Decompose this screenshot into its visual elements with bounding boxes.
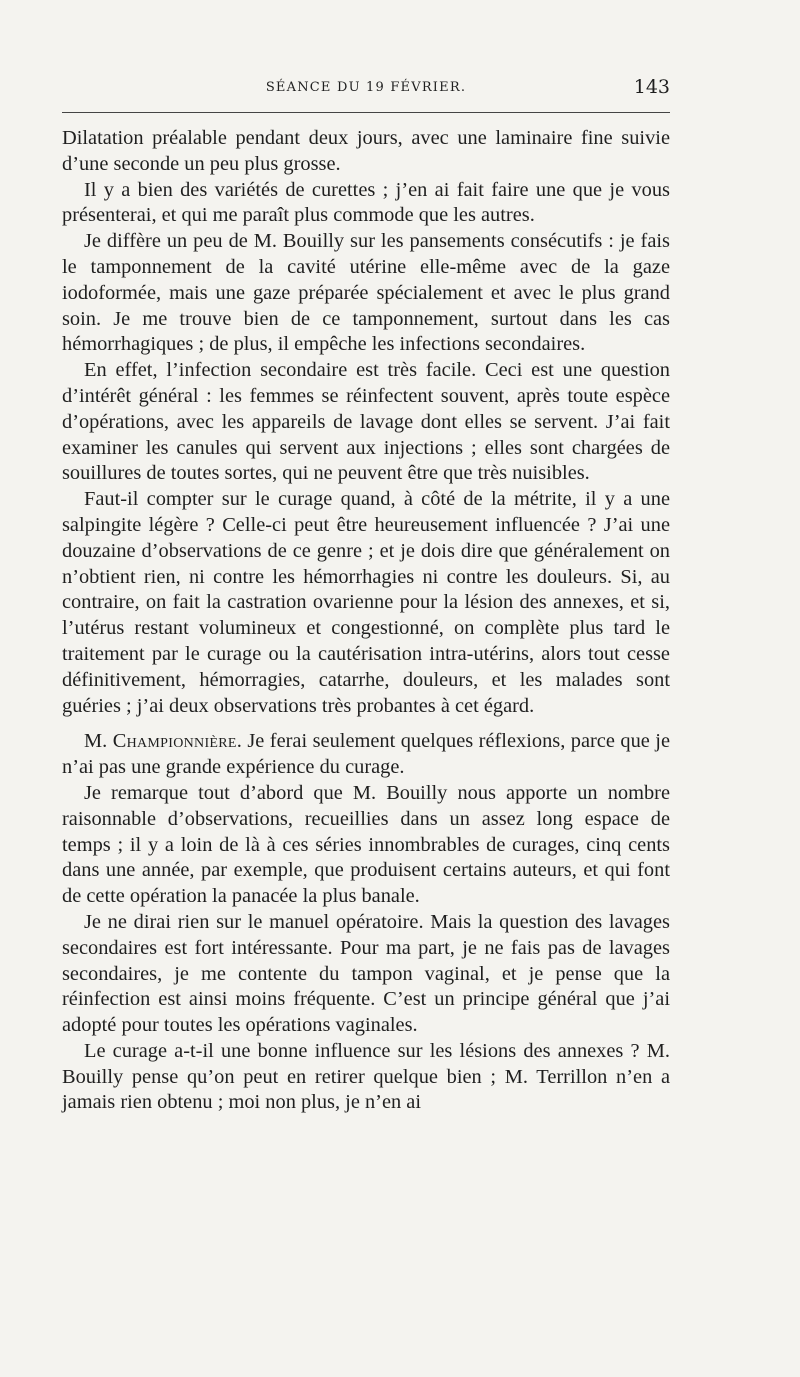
paragraph: Le curage a-t-il une bonne influence sur les lésions des annexes ? M. Bouilly pense qu’on peut en retirer quelque bien ; M. Terrillon n’en a jamais rien obtenu ; moi non plus, je n’en ai — [62, 1039, 670, 1114]
paragraph: Il y a bien des variétés de curettes ; j’en ai fait faire une que je vous présenterai, et qui me paraît plus commode que les autres. — [62, 178, 670, 227]
header-rule — [62, 112, 670, 113]
paragraph: Je ne dirai rien sur le manuel opératoire. Mais la question des lavages secondaires est fort intéressante. Pour ma part, je ne fais pas de lavages secondaires, je me contente du tampon vaginal, et je pense que la réinfection est ainsi moins fréquente. C’est un principe général que j’ai adopté pour toutes les opérations vaginales. — [62, 910, 670, 1037]
speaker-paragraph — [62, 729, 670, 781]
page-header — [62, 76, 670, 104]
paragraph: Je diffère un peu de M. Bouilly sur les pansements consécutifs : je fais le tamponnement de la cavité utérine elle-même avec de la gaze iodoformée, mais une gaze préparée spécialement et avec le plus grand soin. Je me trouve bien de ce tamponnement, surtout dans les cas hémorrhagiques ; de plus, il empêche les infections secondaires. — [62, 230, 670, 356]
speaker-text: . Je ferai seulement quelques réflexions, parce que je n’ai pas une grande expérience du curage. — [62, 730, 670, 779]
speaker-name: Championnière — [112, 730, 237, 753]
running-title: SÉANCE DU 19 FÉVRIER. — [265, 80, 467, 95]
paragraph: Dilatation préalable pendant deux jours, avec une laminaire fine suivie d’une seconde un peu plus grosse. — [62, 127, 670, 175]
paragraph: Faut-il compter sur le curage quand, à côté de la métrite, il y a une salpingite légère ? Celle-ci peut être heureusement influencée ? J’ai une douzaine d’observations de ce genre ; et je dois dire que généralement on n’obtient rien, ni contre les hémorrhagies ni contre les douleurs. Si, au contraire, on fait la castration ovarienne pour la lésion des annexes, et si, l’utérus restant volumineux et congestionné, on complète plus tard le traitement par le curage ou la cautérisation intra-utérins, alors tout cesse définitivement, hémorragies, catarrhe, douleurs, et les malades sont guéries ; j’ai deux observations très probantes à cet égard. — [62, 488, 670, 717]
body-text — [62, 126, 670, 1116]
paragraph: En effet, l’infection secondaire est très facile. Ceci est une question d’intérêt général : les femmes se réinfectent souvent, après toute espèce d’opérations, avec les appareils de lavage dont elles se servent. J’ai fait examiner les canules qui servent aux injections ; elles sont chargées de souillures de toutes sortes, qui ne peuvent être que très nuisibles. — [62, 359, 670, 485]
page-number: 143 — [633, 76, 670, 98]
paragraph: Je remarque tout d’abord que M. Bouilly nous apporte un nombre raisonnable d’observations, recueillies dans un assez long espace de temps ; il y a loin de là à ces séries innombrables de curages, cinq cents dans une année, par exemple, que produisent certains auteurs, et qui font de cette opération la panacée la plus banale. — [62, 781, 670, 908]
speaker-prefix: M. — [84, 730, 113, 753]
